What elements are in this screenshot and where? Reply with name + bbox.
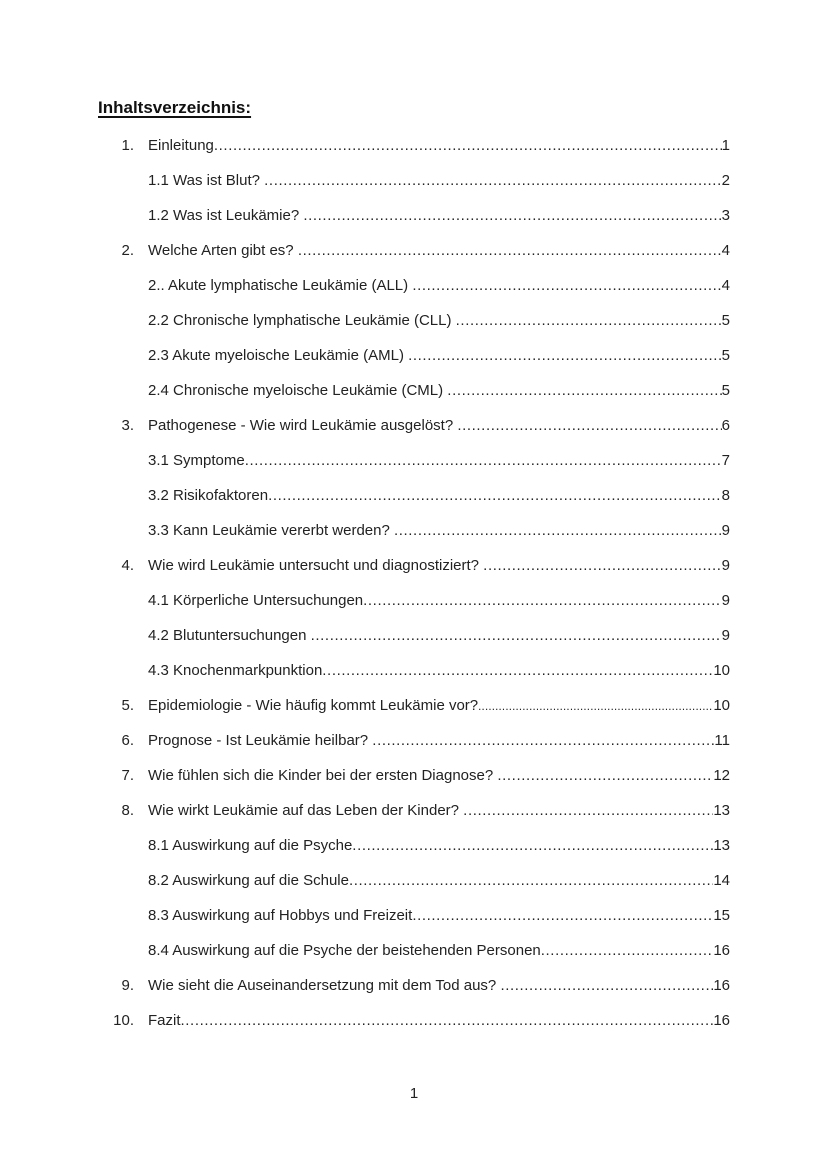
dot-leader [181, 1003, 714, 1038]
toc-entry-page: 16 [713, 1012, 730, 1029]
toc-entry-number: 10. [113, 1012, 134, 1029]
toc-entry-page: 15 [713, 907, 730, 924]
toc-entry-page: 16 [713, 942, 730, 959]
toc-entry-label: 4.1 Körperliche Untersuchungen [148, 592, 364, 609]
toc-entry-label: Fazit [148, 1012, 181, 1029]
dot-leader [311, 618, 722, 653]
toc-entry-page: 5 [721, 347, 730, 364]
toc-entry-label: 8.3 Auswirkung auf Hobbys und Freizeit [148, 907, 413, 924]
toc-row [98, 653, 730, 688]
dot-leader [447, 373, 721, 408]
toc-entry-page: 5 [721, 382, 730, 399]
toc-entry-label: Wie fühlen sich die Kinder bei der ersten Diagnose? [148, 767, 498, 784]
toc-row [98, 513, 730, 548]
toc-entry-page: 8 [721, 487, 730, 504]
toc-entry-label: 4.2 Blutuntersuchungen [148, 627, 311, 644]
toc-entry-label: 8.2 Auswirkung auf die Schule [148, 872, 349, 889]
toc-row [98, 163, 730, 198]
toc-entry-page: 2 [721, 172, 730, 189]
toc-entry-number: 2. [121, 242, 134, 259]
dot-leader [394, 513, 722, 548]
toc-entry-label: 1.1 Was ist Blut? [148, 172, 265, 189]
toc-entry-page: 11 [714, 732, 730, 749]
toc-entry-page: 7 [721, 452, 730, 469]
toc-entry-number: 5. [121, 697, 134, 714]
toc-row [98, 863, 730, 898]
toc-entry-page: 6 [721, 417, 730, 434]
toc-entry-label: Welche Arten gibt es? [148, 242, 298, 259]
dot-leader [352, 828, 713, 863]
toc-row [98, 1003, 730, 1038]
toc-entry-label: 2.2 Chronische lymphatische Leukämie (CLL) [148, 312, 456, 329]
toc-entry-page: 4 [721, 242, 730, 259]
toc-title: Inhaltsverzeichnis: [98, 98, 252, 117]
dot-leader [322, 653, 713, 688]
toc-row [98, 618, 730, 653]
toc-entry-page: 13 [713, 837, 730, 854]
toc-row [98, 968, 730, 1003]
toc-entry-page: 12 [713, 767, 730, 784]
dot-leader [463, 793, 713, 828]
toc-entry-label: Wie sieht die Auseinandersetzung mit dem Tod aus? [148, 977, 501, 994]
dot-leader [483, 548, 721, 583]
toc-entry-label: 4.3 Knochenmarkpunktion [148, 662, 323, 679]
toc-entry-page: 13 [713, 802, 730, 819]
dot-leader [349, 863, 713, 898]
toc-entry-number: 1. [121, 137, 134, 154]
toc-entry-number: 6. [121, 732, 134, 749]
toc-row [98, 933, 730, 968]
toc-row [98, 583, 730, 618]
toc-entry-label: 3.2 Risikofaktoren [148, 487, 269, 504]
toc-row [98, 408, 730, 443]
toc-row [98, 478, 730, 513]
toc-row [98, 233, 730, 268]
dot-leader [268, 478, 722, 513]
toc-entry-page: 5 [721, 312, 730, 329]
dot-leader [412, 898, 713, 933]
toc-entry-page: 10 [713, 662, 730, 679]
toc-entry-page: 9 [721, 592, 730, 609]
dot-leader [478, 690, 713, 725]
toc-row [98, 548, 730, 583]
toc-entry-page: 9 [721, 627, 730, 644]
toc-entry-label: 8.1 Auswirkung auf die Psyche [148, 837, 353, 854]
toc-row [98, 723, 730, 758]
toc-row [98, 128, 730, 163]
toc-entry-label: 2.. Akute lymphatische Leukämie (ALL) [148, 277, 413, 294]
toc-entry-label: 3.1 Symptome [148, 452, 245, 469]
toc-entry-number: 4. [121, 557, 134, 574]
toc-entry-label: Wie wird Leukämie untersucht und diagnostiziert? [148, 557, 484, 574]
toc-row [98, 373, 730, 408]
toc-entry-label: Einleitung [148, 137, 214, 154]
toc-row [98, 898, 730, 933]
dot-leader [363, 583, 722, 618]
toc-entry-label: 1.2 Was ist Leukämie? [148, 207, 304, 224]
dot-leader [298, 233, 722, 268]
toc-entry-page: 3 [721, 207, 730, 224]
toc-entry-number: 9. [121, 977, 134, 994]
toc-entry-label: Wie wirkt Leukämie auf das Leben der Kinder? [148, 802, 464, 819]
toc-list [98, 128, 730, 1038]
dot-leader [412, 268, 721, 303]
dot-leader [457, 408, 721, 443]
toc-entry-label: 2.4 Chronische myeloische Leukämie (CML) [148, 382, 448, 399]
toc-entry-number: 8. [121, 802, 134, 819]
toc-row [98, 303, 730, 338]
toc-entry-label: 2.3 Akute myeloische Leukämie (AML) [148, 347, 409, 364]
toc-entry-page: 10 [713, 697, 730, 714]
toc-row [98, 198, 730, 233]
toc-entry-number: 7. [121, 767, 134, 784]
toc-entry-page: 16 [713, 977, 730, 994]
toc-entry-label: 3.3 Kann Leukämie vererbt werden? [148, 522, 394, 539]
toc-entry-page: 9 [721, 557, 730, 574]
toc-row [98, 268, 730, 303]
toc-entry-label: 8.4 Auswirkung auf die Psyche der beistehenden Personen [148, 942, 541, 959]
toc-row [98, 338, 730, 373]
toc-entry-number: 3. [121, 417, 134, 434]
toc-row [98, 443, 730, 478]
toc-row [98, 828, 730, 863]
page-number: 1 [409, 1085, 419, 1102]
dot-leader [245, 443, 722, 478]
dot-leader [408, 338, 722, 373]
dot-leader [303, 198, 721, 233]
toc-entry-page: 1 [721, 137, 730, 154]
dot-leader [497, 758, 713, 793]
toc-entry-page: 9 [721, 522, 730, 539]
dot-leader [214, 128, 722, 163]
toc-row [98, 758, 730, 793]
dot-leader [541, 933, 714, 968]
dot-leader [456, 303, 722, 338]
toc-entry-label: Epidemiologie - Wie häufig kommt Leukämie vor? [148, 697, 479, 714]
dot-leader [264, 163, 722, 198]
toc-row [98, 688, 730, 723]
dot-leader [372, 723, 714, 758]
toc-entry-label: Pathogenese - Wie wird Leukämie ausgelöst? [148, 417, 458, 434]
toc-entry-label: Prognose - Ist Leukämie heilbar? [148, 732, 373, 749]
toc-entry-page: 4 [721, 277, 730, 294]
dot-leader [500, 968, 713, 1003]
toc-entry-page: 14 [713, 872, 730, 889]
toc-row [98, 793, 730, 828]
